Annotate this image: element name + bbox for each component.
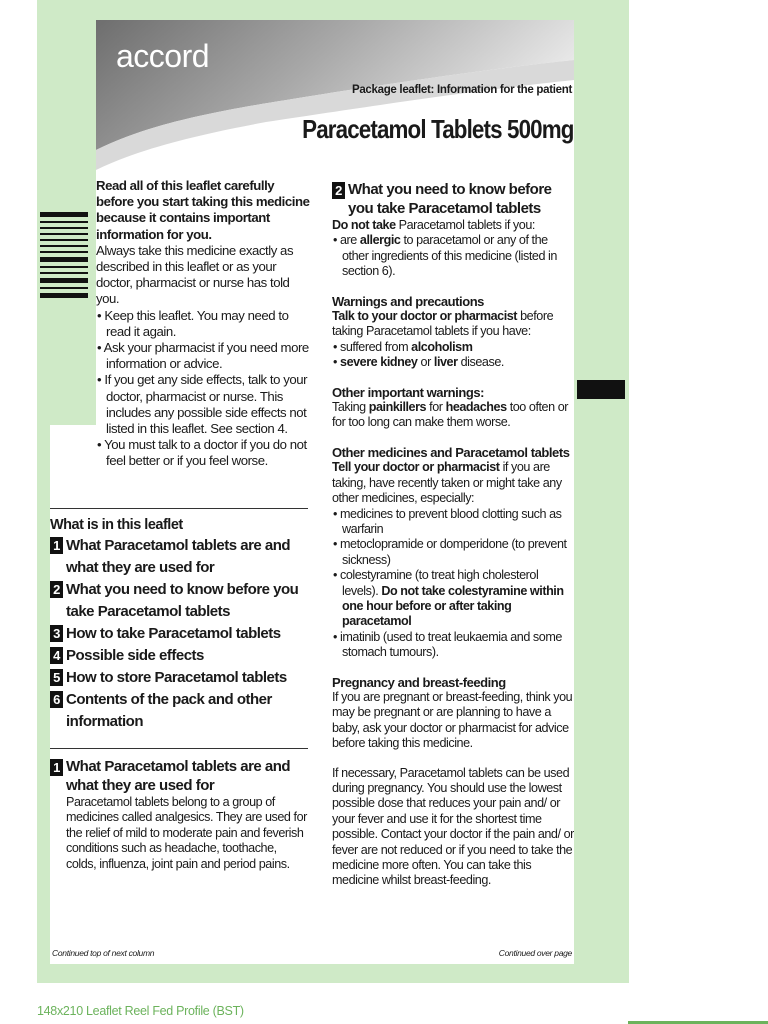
section-number: 4 xyxy=(50,647,63,664)
package-leaflet-label: Package leaflet: Information for the patient xyxy=(351,84,572,96)
toc-label: How to take Paracetamol tablets xyxy=(66,625,281,642)
profile-label: 148x210 Leaflet Reel Fed Profile (BST) xyxy=(37,1004,244,1018)
toc-item-3 xyxy=(50,623,308,645)
registration-mark xyxy=(577,380,625,399)
intro-bullet: • Keep this leaflet. You may need to read it again. xyxy=(97,307,289,339)
header-banner xyxy=(96,20,574,170)
section-2-heading: 2 What you need to know before you take Paracetamol tablets xyxy=(332,180,574,218)
section-number: 3 xyxy=(50,625,63,642)
intro-bullet: • If you get any side effects, talk to your doctor, pharmacist or nurse. This includes any possible side effects not listed in this leaflet. See section 4. xyxy=(97,372,308,437)
toc-item-5 xyxy=(50,667,308,689)
section-number: 2 xyxy=(50,581,63,598)
toc-item-4 xyxy=(50,645,308,667)
section-number: 5 xyxy=(50,669,63,686)
footer-left: Continued top of next column xyxy=(52,948,155,958)
toc-label: Possible side effects xyxy=(66,647,204,664)
accord-logo: accord xyxy=(116,38,210,74)
other-medicines-heading: Other medicines and Paracetamol tablets xyxy=(332,444,570,460)
leaflet-page xyxy=(50,20,574,964)
footer-right: Continued over page xyxy=(498,948,572,958)
product-title: Paracetamol Tablets 500mg xyxy=(302,114,574,144)
section-number: 2 xyxy=(332,182,345,199)
section-1-text: Paracetamol tablets belong to a group of medicines called analgesics. They are used for the relief of mild to moderate pain and feverish conditions such as headache, toothache, colds, influenza, joint pain and period pains. xyxy=(66,795,307,871)
toc-label: How to store Paracetamol tablets xyxy=(66,669,287,686)
warnings-heading: Warnings and precautions xyxy=(332,293,484,309)
intro-text xyxy=(96,178,310,470)
pregnancy-heading: Pregnancy and breast-feeding xyxy=(332,674,506,690)
section-2: 2 What you need to know before you take Paracetamol tablets Do not take Paracetamol tablets if you: • are allergic to paracetamol or any of the other ingredients of this medicine (listed in section 6). Warnings and precautions Talk to your doctor or pharmacist before taking Paracetamol tablets if you have: • suffered from alcoholism • severe kidney or liver disease. Other important warnings: Taking painkillers for headaches too often or for too long can make them worse. Other medicines and Paracetamol tablets Tell your doctor or pharmacist if you are taking, have recently taken or might take any other medicines, especially: • medicines to prevent blood clotting such as warfarin • metoclopramide or domperidone (to prevent sickness) • colestyramine (to treat high cholesterol levels). Do not take colestyramine within one hour before or after taking paracetamol • imatinib (used to treat leukaemia and some stomach tumours). Pregnancy and breast-feeding If you are pregnant or breast-feeding, think you may be pregnant or are planning to have a baby, ask your doctor or pharmacist for advice before taking this medicine. If necessary, Paracetamol tablets can be used during pregnancy. You should use the lowest possible dose that reduces your pain and/ or your fever and use it for the shortest time possible. Contact your doctor if the pain and/ or fever are not reduced or if you need to take the medicine more often. You can take this medicine whilst breast-feeding. xyxy=(332,180,574,889)
pharmacode-bars xyxy=(40,212,88,302)
toc-label: Contents of the pack and other information xyxy=(66,691,272,730)
intro-bullet: • Ask your pharmacist if you need more information or advice. xyxy=(97,340,309,372)
intro-bullet: • You must talk to a doctor if you do not feel better or if you feel worse. xyxy=(97,437,307,469)
other-warnings-heading: Other important warnings: xyxy=(332,384,484,400)
section-number: 6 xyxy=(50,691,63,708)
intro-bold: Read all of this leaflet carefully before you start taking this medicine because it contains important information for you. xyxy=(96,178,310,242)
intro-paragraph: Always take this medicine exactly as described in this leaflet or as your doctor, pharmacist or nurse has told you. xyxy=(96,242,294,307)
toc-item-2 xyxy=(50,579,308,623)
toc-label: What you need to know before you take Paracetamol tablets xyxy=(66,581,299,620)
section-number: 1 xyxy=(50,759,63,776)
section-1 xyxy=(50,748,308,872)
section-1-heading: 1 What Paracetamol tablets are and what they are used for xyxy=(50,757,308,795)
toc-item-6 xyxy=(50,689,308,733)
table-of-contents xyxy=(50,508,308,733)
toc-item-1 xyxy=(50,535,308,579)
section-number: 1 xyxy=(50,537,63,554)
toc-label: What Paracetamol tablets are and what they are used for xyxy=(66,537,291,576)
pregnancy-text-2: If necessary, Paracetamol tablets can be used during pregnancy. You should use the lowest possible dose that reduces your pain and/ or your fever and use it for the shortest time possible. Contact your doctor if the pain and/ or fever are not reduced or if you need to take the medicine more often. You can take this medicine whilst breast-feeding. xyxy=(332,765,574,888)
pregnancy-text: If you are pregnant or breast-feeding, think you may be pregnant or are planning to have a baby, ask your doctor or pharmacist for advice before taking this medicine. xyxy=(332,689,573,751)
toc-heading: What is in this leaflet xyxy=(50,517,183,533)
